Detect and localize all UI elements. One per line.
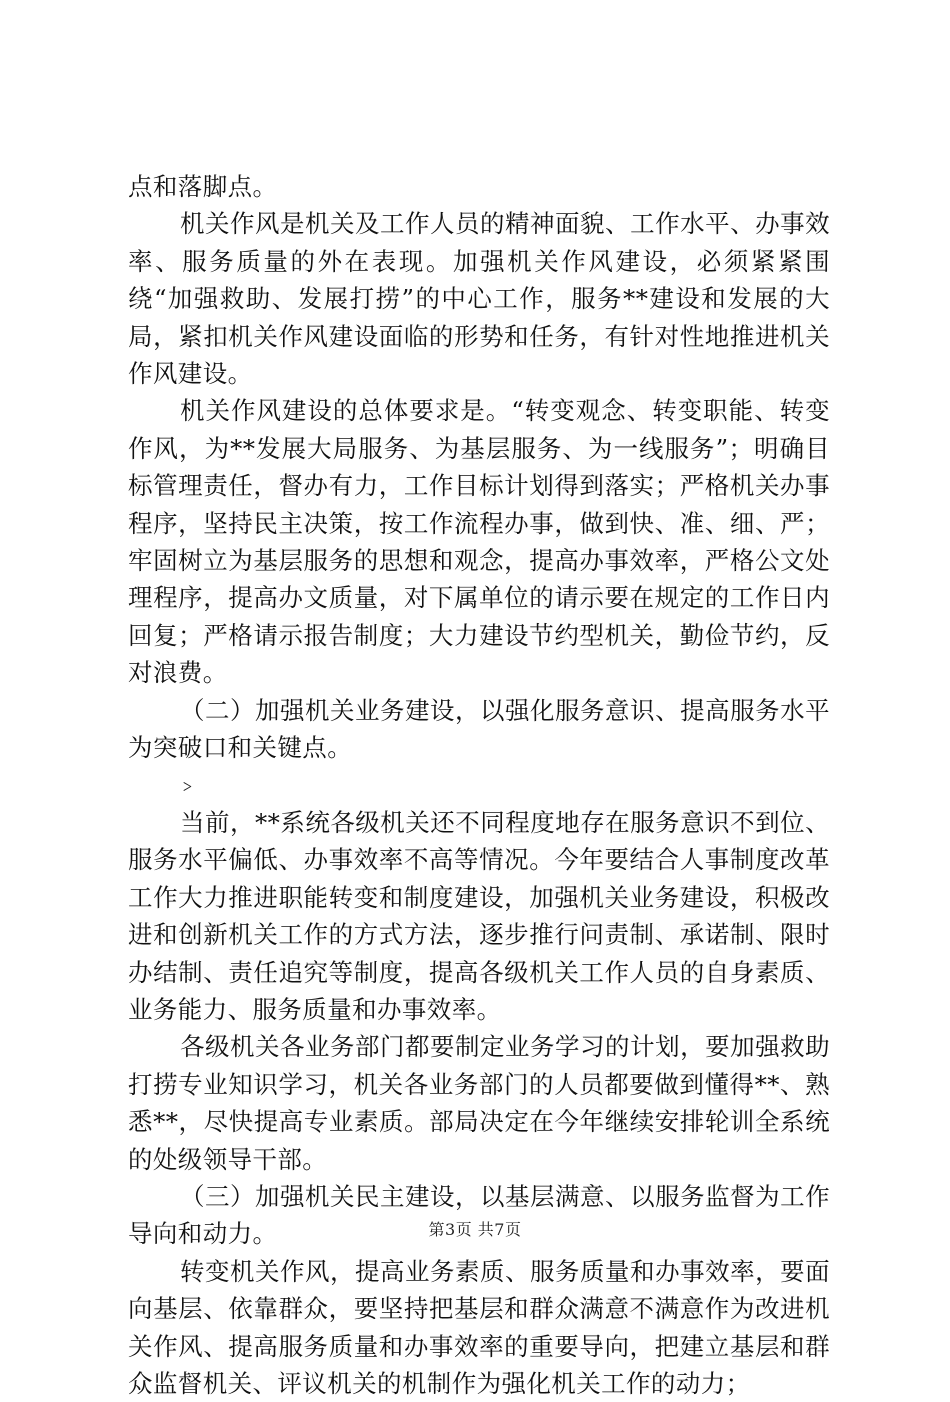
paragraph-8: 转变机关作风，提高业务素质、服务质量和办事效率，要面向基层、依靠群众，要坚持把基层和群众满意不满意作为改进机关作风、提高服务质量和办事效率的重要导向，把建立基层和群众监督机关、评议机关的机制作为强化机关工作的动力； (128, 1256, 830, 1398)
section-heading-2: （二）加强机关业务建设，以强化服务意识、提高服务水平为突破口和关键点。 (128, 695, 830, 763)
paragraph-6: 各级机关各业务部门都要制定业务学习的计划，要加强救助打捞专业知识学习，机关各业务部门的人员都要做到懂得**、熟悉**，尽快提高专业素质。部局决定在今年继续安排轮训全系统的处级领导干部。 (128, 1032, 830, 1174)
paragraph-2: 机关作风是机关及工作人员的精神面貌、工作水平、办事效率、服务质量的外在表现。加强机关作风建设，必须紧紧围绕“加强救助、发展打捞”的中心工作，服务**建设和发展的大局，紧扣机关作风建设面临的形势和任务，有针对性地推进机关作风建设。 (128, 209, 830, 389)
section-heading-3: （三）加强机关民主建设，以基层满意、以服务监督为工作导向和动力。 (128, 1181, 830, 1249)
list-marker-glyph: ﹥ (176, 772, 199, 798)
paragraph-1: 点和落脚点。 (128, 172, 278, 201)
page-footer: 第3页 共7页 (428, 1220, 522, 1239)
paragraph-5: 当前，**系统各级机关还不同程度地存在服务意识不到位、服务水平偏低、办事效率不高等情况。今年要结合人事制度改革工作大力推进职能转变和制度建设，加强机关业务建设，积极改进和创新机关工作的方式方法，逐步推行问责制、承诺制、限时办结制、责任追究等制度，提高各级机关工作人员的自身素质、业务能力、服务质量和办事效率。 (128, 807, 830, 1024)
paragraph-3: 机关作风建设的总体要求是。“转变观念、转变职能、转变作风，为**发展大局服务、为基层服务、为一线服务”；明确目标管理责任，督办有力，工作目标计划得到落实；严格机关办事程序，坚持民主决策，按工作流程办事，做到快、准、细、严；牢固树立为基层服务的思想和观念，提高办事效率，严格公文处理程序，提高办文质量，对下属单位的请示要在规定的工作日内回复；严格请示报告制度；大力建设节约型机关，勤俭节约，反对浪费。 (128, 396, 830, 688)
